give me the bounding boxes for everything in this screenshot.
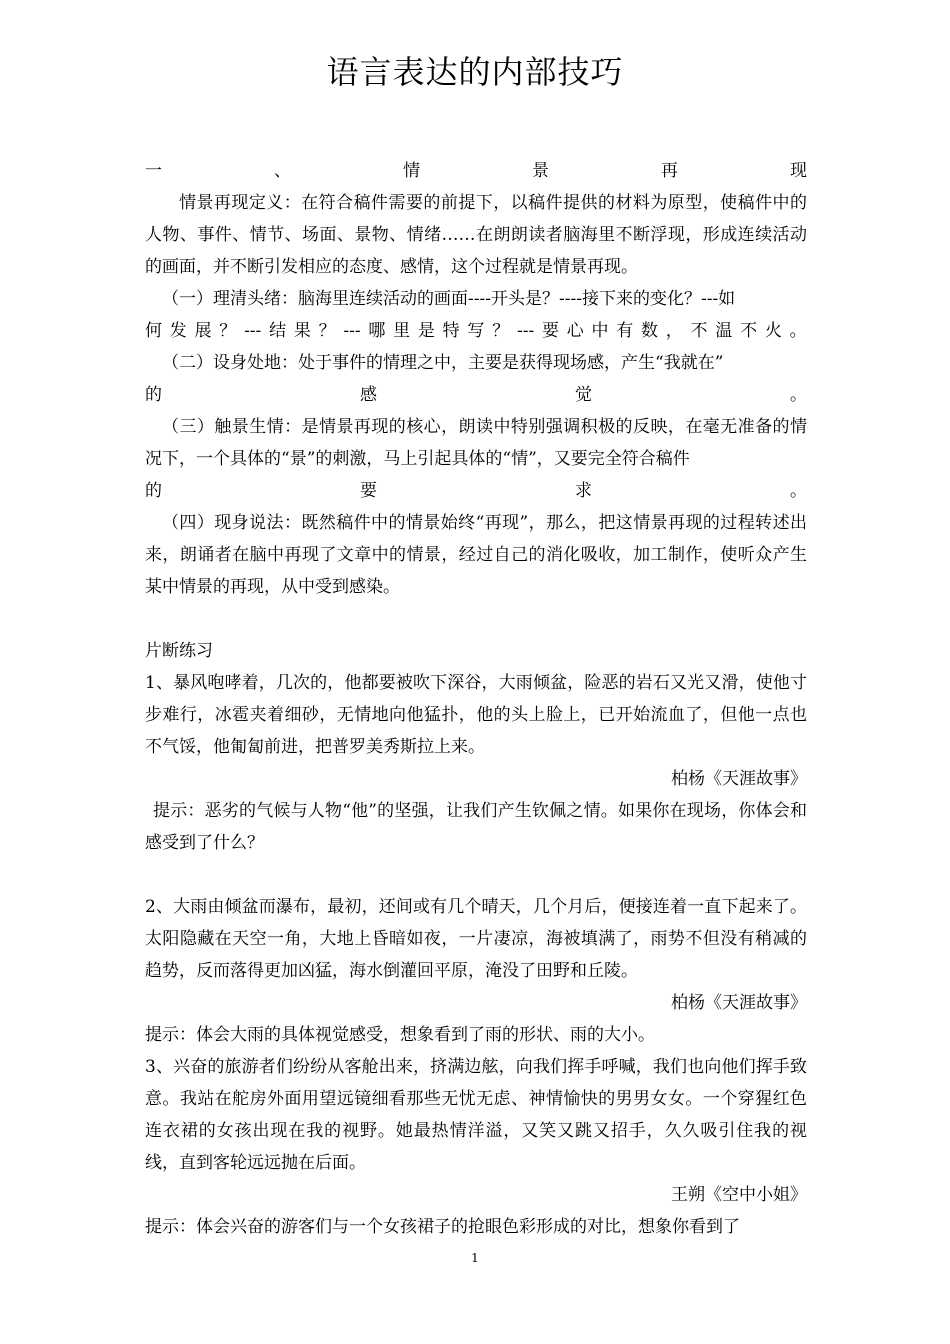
spread-token: ， [665,321,683,341]
practice-heading: 片断练习 [145,641,213,661]
spread-token: 不 [740,321,758,341]
spread-token: 写 [467,321,485,341]
spacer [145,603,807,635]
point-2-spread-line [145,379,807,411]
spread-token: 何 [145,321,162,341]
spread-token: 的 [145,481,162,501]
spread-token: 有 [616,321,634,341]
point-3-paragraph: （三）触景生情：是情景再现的核心，朗读中特别强调积极的反映，在毫无准备的情况下，一个具体的“景”的刺激，马上引起具体的“情”，又要完全符合稿件 [145,417,807,469]
spread-token: 要 [541,321,559,341]
spread-token: 果 [293,321,311,341]
spread-token: 展 [194,321,212,341]
definition-paragraph: 情景再现定义：在符合稿件需要的前提下，以稿件提供的材料为原型，使稿件中的人物、事件、情节、场面、景物、情绪……在朗朗读者脑海里不断浮现，形成连续活动的画面，并不断引发相应的态度、感情，这个过程就是情景再现。 [145,193,807,277]
spread-token: 。 [789,321,807,341]
spread-token: 结 [269,321,287,341]
spread-token: ？ [219,321,237,341]
heading-char: 一 [145,161,162,181]
spread-token: 中 [591,321,609,341]
spread-token: --- [516,321,535,341]
heading-char: 现 [790,161,807,181]
spread-token: 温 [715,321,733,341]
spread-token: 数 [641,321,659,341]
exercise-2-text: 2、大雨由倾盆而瀑布，最初，还间或有几个晴天，几个月后，便接连着一直下起来了。太阳隐藏在天空一角，大地上昏暗如夜，一片凄凉，海被填满了，雨势不但没有稍减的趋势，反而落得更加凶猛，海水倒灌回平原，淹没了田野和丘陵。 [145,897,807,981]
spread-token: ？ [492,321,510,341]
point-4-paragraph: （四）现身说法：既然稿件中的情景始终“再现”，那么，把这情景再现的过程转述出来，朗诵者在脑中再现了文章中的情景，经过自己的消化吸收，加工制作，使听众产生某中情景的再现，从中受到感染。 [145,513,807,597]
document-body [145,155,807,1243]
exercise-3-text: 3、兴奋的旅游者们纷纷从客舱出来，挤满边舷，向我们挥手呼喊，我们也向他们挥手致意。我站在舵房外面用望远镜细看那些无忧无虑、神情愉快的男男女女。一个穿猩红色连衣裙的女孩出现在我的视野。她最热情洋溢，又笑又跳又招手，久久吸引住我的视线，直到客轮远远抛在后面。 [145,1057,807,1173]
heading-char: 景 [532,161,549,181]
point-1-spread-line [145,315,807,347]
page-number: 1 [471,1251,479,1265]
document-title: 语言表达的内部技巧 [326,53,624,91]
spread-token: 哪 [368,321,386,341]
section-heading [145,155,807,187]
exercise-3-source: 王朔《空中小姐》 [671,1185,807,1205]
exercise-1-text: 1、暴风咆哮着，几次的，他都要被吹下深谷，大雨倾盆，险恶的岩石又光又滑，使他寸步难行，冰雹夹着细砂，无情地向他猛扑，他的头上脸上，已开始流血了，但他一点也不气馁，他匍匐前进，把普罗美秀斯拉上来。 [145,673,807,757]
spread-token: 的 [145,385,162,405]
spread-token: 发 [169,321,187,341]
spread-token: 火 [764,321,782,341]
spread-token: --- [343,321,361,341]
point-1-line: （一）理清头绪：脑海里连续活动的画面----开头是？----接下来的变化？---如 [162,289,736,309]
spread-token: --- [244,321,262,341]
heading-char: 、 [274,161,291,181]
spread-token: 是 [417,321,435,341]
spread-token: 里 [393,321,411,341]
spread-token: 感 [360,385,377,405]
spread-token: 。 [790,385,807,405]
point-2-line: （二）设身处地：处于事件的情理之中，主要是获得现场感，产生“我就在” [162,353,724,373]
exercise-1-source: 柏杨《天涯故事》 [671,769,807,789]
exercise-2-hint: 提示：体会大雨的具体视觉感受，想象看到了雨的形状、雨的大小。 [145,1025,655,1045]
spread-token: ？ [318,321,336,341]
spread-token: 心 [566,321,584,341]
spread-token: 特 [442,321,460,341]
exercise-3-hint: 提示：体会兴奋的游客们与一个女孩裙子的抢眼色彩形成的对比，想象你看到了 [145,1217,740,1237]
heading-char: 再 [661,161,678,181]
spread-token: 要 [360,481,377,501]
spread-token: 求 [575,481,592,501]
spread-token: 。 [790,481,807,501]
spread-token: 不 [690,321,708,341]
exercise-1-hint: 提示：恶劣的气候与人物“他”的坚强，让我们产生钦佩之情。如果你在现场，你体会和感受到了什么？ [145,801,807,853]
exercise-2-source: 柏杨《天涯故事》 [671,993,807,1013]
spread-token: 觉 [575,385,592,405]
point-3-spread-line [145,475,807,507]
heading-char: 情 [403,161,420,181]
spacer [145,859,807,891]
